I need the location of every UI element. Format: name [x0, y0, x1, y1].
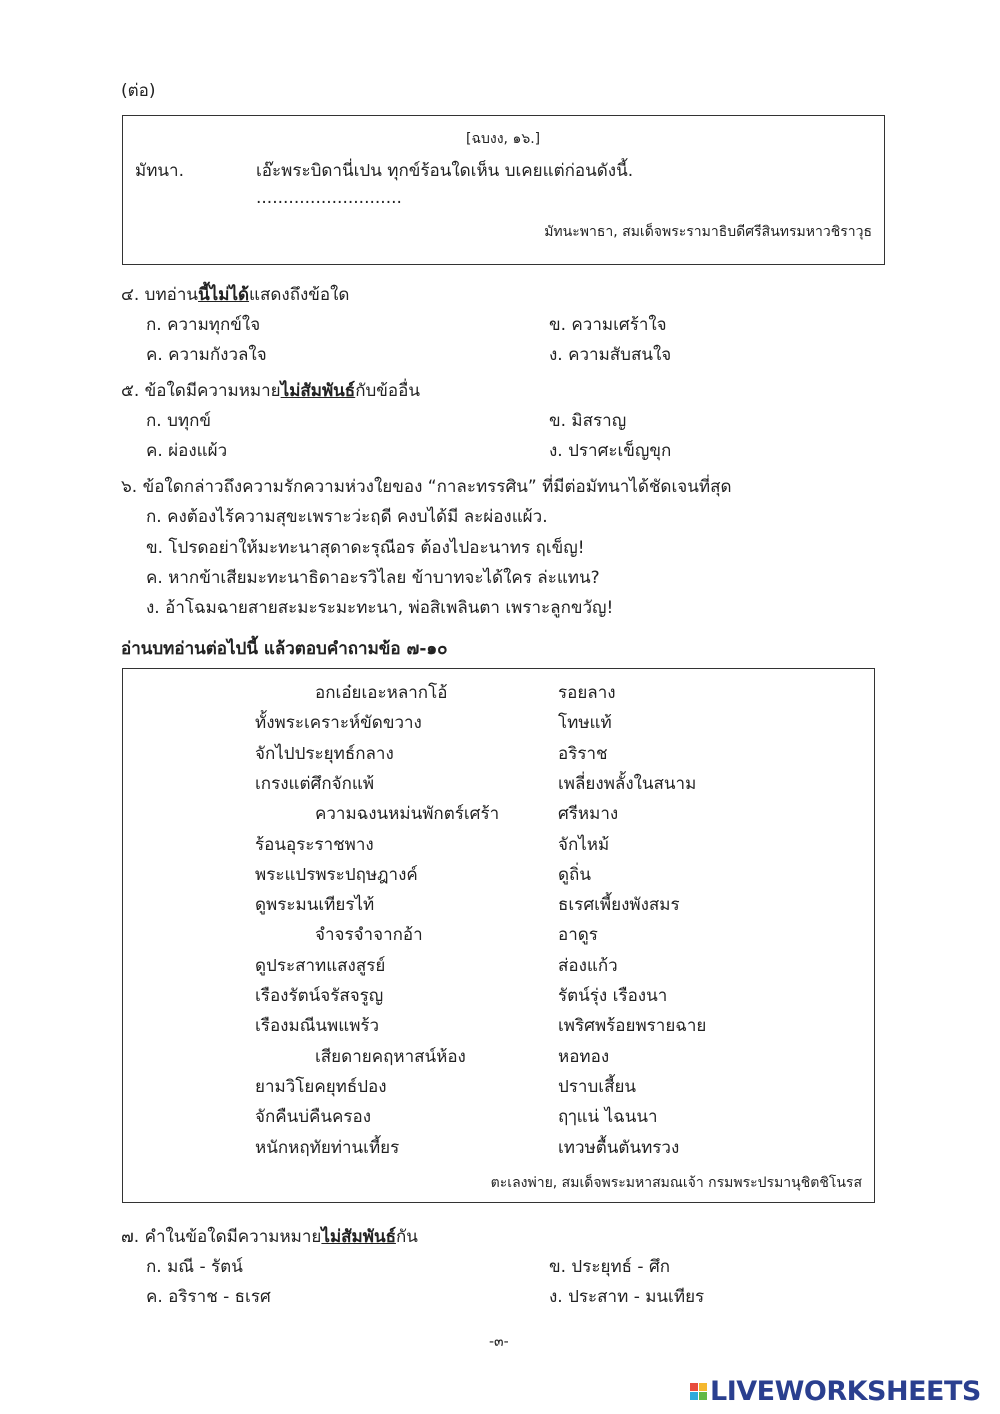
- q4-suffix: แสดงถึงข้อใด: [249, 285, 350, 305]
- question-5: [121, 377, 420, 404]
- logo-square-2: [699, 1383, 707, 1391]
- poem-box: [122, 668, 875, 1203]
- excerpt-dots: ...........................: [256, 188, 402, 208]
- poem-line-left: ความฉงนหม่นพักตร์เศร้า: [315, 804, 500, 825]
- speaker-name: มัทนา.: [135, 161, 184, 181]
- poem-line-left: อกเอ๋ยเอะหลากโอ้: [315, 683, 448, 703]
- poem-line-left: ดูประสาทแสงสูรย์: [255, 955, 386, 976]
- question-6: ๖. ข้อใดกล่าวถึงความรักความห่วงใยของ “กาละทรรศิน” ที่มีต่อมัทนาได้ชัดเจนที่สุด: [121, 477, 732, 497]
- q6-choice-d[interactable]: ง. อ้าโฉมฉายสายสะมะระมะทะนา, พ่อสิเพลินตา เพราะลูกขวัญ!: [146, 598, 614, 618]
- reading-instruction: อ่านบทอ่านต่อไปนี้ แล้วตอบคำถามข้อ ๗-๑๐: [121, 639, 448, 659]
- poem-line-right: เพลี่ยงพลั้งในสนาม: [558, 773, 697, 794]
- poem-line-left: เสียดายคฤหาสน์ห้อง: [315, 1046, 466, 1067]
- poem-line-left: ทั้งพระเคราะห์ขัดขวาง: [255, 713, 422, 734]
- excerpt-source: มัทนะพาธา, สมเด็จพระรามาธิบดีศรีสินทรมหาวชิราวุธ: [544, 224, 872, 240]
- q7-prefix: ๗. คำในข้อใดมีความหมาย: [121, 1227, 322, 1247]
- question-4: [121, 281, 349, 308]
- poem-line-right: รอยลาง: [558, 683, 616, 703]
- excerpt-box-1: [122, 115, 885, 265]
- q4-choice-c[interactable]: ค. ความกังวลใจ: [146, 345, 267, 365]
- poem-line-right: ธเรศเพี้ยงพังสมร: [558, 895, 680, 916]
- poem-line-right: ส่องแก้ว: [558, 955, 618, 976]
- continued-label: (ต่อ): [121, 81, 156, 101]
- q6-choice-a[interactable]: ก. คงต้องไร้ความสุขะเพราะว่ะฤดี คงบได้มี ละผ่องแผ้ว.: [146, 507, 548, 527]
- q4-prefix: ๔. บทอ่าน: [121, 285, 199, 305]
- poem-line-right: เทวษตื้นตันทรวง: [558, 1137, 680, 1158]
- q5-choice-a[interactable]: ก. บทุกข์: [146, 411, 212, 431]
- q7-emphasis: ไม่สัมพันธ์: [321, 1227, 396, 1247]
- poem-line-left: จำจรจำจากอ้า: [315, 925, 423, 946]
- poem-line-left: เกรงแต่ศึกจักแพ้: [255, 773, 375, 794]
- q6-choice-c[interactable]: ค. หากข้าเสียมะทะนาธิดาอะรวิไลย ข้าบาทจะได้ใคร ล่ะแทน?: [146, 568, 600, 588]
- poem-line-right: อริราช: [558, 743, 608, 764]
- excerpt-reference: [ฉบงง, ๑๖.]: [466, 131, 541, 147]
- poem-line-left: เรืองรัตน์จรัสจรูญ: [255, 986, 384, 1006]
- excerpt-line: เอ๊ะพระบิดานี่เปน ทุกข์ร้อนใดเห็น บเคยแต่ก่อนดังนี้.: [256, 161, 634, 181]
- q7-choice-b[interactable]: ข. ประยุทธ์ - ศึก: [549, 1257, 671, 1277]
- poem-line-left: ร้อนอุระราชพาง: [255, 834, 374, 855]
- poem-line-right: โทษแท้: [558, 713, 612, 734]
- liveworksheets-logo: [690, 1373, 981, 1409]
- q5-suffix: กับข้ออื่น: [355, 381, 420, 401]
- logo-square-3: [690, 1392, 698, 1400]
- page-number: -๓-: [489, 1334, 509, 1350]
- logo-square-4: [699, 1392, 707, 1400]
- q5-prefix: ๕. ข้อใดมีความหมาย: [121, 381, 281, 401]
- poem-line-left: จักไปประยุทธ์กลาง: [255, 743, 394, 764]
- q4-choice-d[interactable]: ง. ความสับสนใจ: [549, 345, 672, 365]
- q7-choice-d[interactable]: ง. ประสาท - มนเทียร: [549, 1287, 705, 1307]
- poem-line-right: หอทอง: [558, 1046, 610, 1067]
- poem-line-right: ปราบเสี้ยน: [558, 1076, 637, 1097]
- q5-choice-b[interactable]: ข. มิสราญ: [549, 411, 627, 431]
- question-7: [121, 1223, 418, 1250]
- poem-line-right: รัตน์รุ่ง เรืองนา: [558, 986, 668, 1006]
- logo-square-1: [690, 1383, 698, 1391]
- poem-line-right: อาดูร: [558, 925, 598, 946]
- q4-choice-b[interactable]: ข. ความเศร้าใจ: [549, 315, 667, 335]
- poem-line-left: ยามวิโยคยุทธ์ปอง: [255, 1076, 387, 1097]
- poem-line-left: จักคืนบ่คืนครอง: [255, 1107, 372, 1128]
- poem-line-right: ดูถิ่น: [558, 864, 591, 885]
- q5-choice-c[interactable]: ค. ผ่องแผ้ว: [146, 441, 228, 461]
- poem-line-left: หนักหฤทัยท่านเที้ยร: [255, 1137, 400, 1158]
- poem-line-right: เพริศพร้อยพรายฉาย: [558, 1016, 707, 1037]
- poem-line-left: พระแปรพระปฤษฎางค์: [255, 864, 418, 885]
- poem-line-left: เรืองมณีนพแพร้ว: [255, 1016, 380, 1037]
- poem-line-right: ฤๅแน่ ไฉนนา: [558, 1107, 658, 1128]
- poem-line-right: จักไหม้: [558, 834, 610, 855]
- q5-choice-d[interactable]: ง. ปราศะเข็ญขุก: [549, 441, 672, 461]
- q4-emphasis: นี้ไม่ได้: [198, 285, 250, 305]
- q7-suffix: กัน: [395, 1227, 418, 1247]
- poem-line-left: ดูพระมนเทียรไท้: [255, 895, 375, 916]
- q7-choice-c[interactable]: ค. อริราช - ธเรศ: [146, 1287, 271, 1307]
- q5-emphasis: ไม่สัมพันธ์: [280, 381, 356, 401]
- q7-choice-a[interactable]: ก. มณี - รัตน์: [146, 1257, 243, 1277]
- poem-line-right: ศรีหมาง: [558, 804, 619, 825]
- logo-grid-icon: [690, 1383, 707, 1400]
- q6-choice-b[interactable]: ข. โปรดอย่าให้มะทะนาสุดาดะรุณีอร ต้องไปอะนาทร ฤเข็ญ!: [146, 538, 585, 558]
- q4-choice-a[interactable]: ก. ความทุกข์ใจ: [146, 315, 261, 335]
- poem-source: ตะเลงพ่าย, สมเด็จพระมหาสมณเจ้า กรมพระปรมานุชิตชิโนรส: [490, 1175, 862, 1191]
- brand-name: LIVEWORKSHEETS: [710, 1375, 981, 1407]
